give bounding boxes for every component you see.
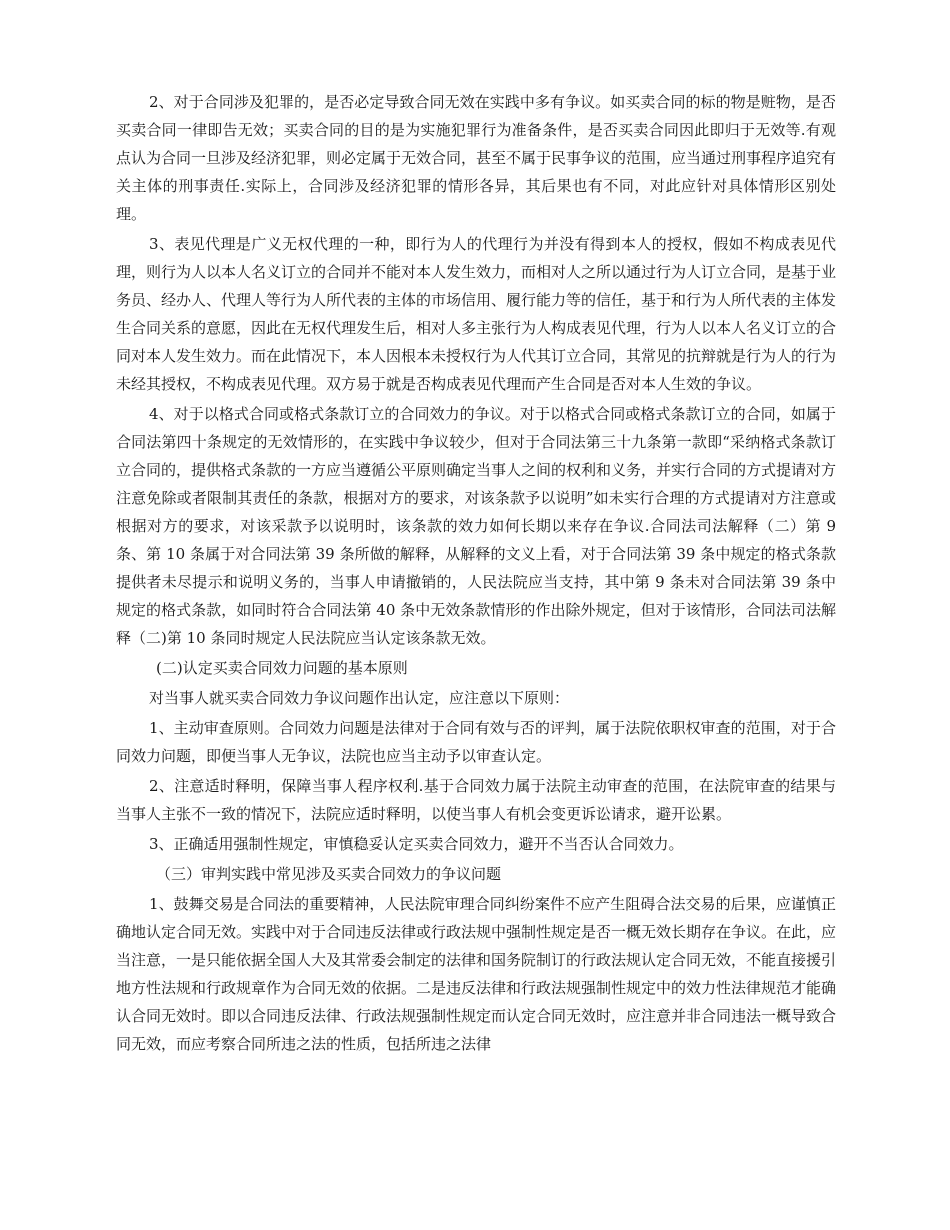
paragraph-encourage-trade: 1、鼓舞交易是合同法的重要精神，人民法院审理合同纠纷案件不应产生阻碍合法交易的后果，应谨慎正确地认定合同无效。实践中对于合同违反法律或行政法规中强制性规定是否一概无效长期存在争议。在此，应当注意，一是只能依据全国人大及其常委会制定的法律和国务院制订的行政法规认定合同无效，不能直接援引地方性法规和行政规章作为合同无效的依据。二是违反法律和行政法规强制性规定中的效力性法律规范才能确认合同无效时。即以合同违反法律、行政法规强制性规定而认定合同无效时，应注意并非合同违法一概导致合同无效，而应考察合同所违之法的性质，包括所违之法律 [116, 895, 837, 1053]
paragraph-principles-intro: 对当事人就买卖合同效力争议问题作出认定，应注意以下原则： [149, 689, 570, 707]
section-heading-basic-principles: (二)认定买卖合同效力问题的基本原则 [156, 659, 408, 677]
paragraph-crime-contract: 2、对于合同涉及犯罪的，是否必定导致合同无效在实践中多有争议。如买卖合同的标的物是赃物，是否买卖合同一律即告无效；买卖合同的目的是为实施犯罪行为准备条件，是否买卖合同因此即归于无效等.有观点认为合同一旦涉及经济犯罪，则必定属于无效合同，甚至不属于民事争议的范围，应当通过刑事程序追究有关主体的刑事责任.实际上，合同涉及经济犯罪的情形各异，其后果也有不同，对此应针对具体情形区别处理。 [116, 93, 837, 223]
document-page [116, 88, 836, 1060]
paragraph-standard-terms: 4、对于以格式合同或格式条款订立的合同效力的争议。对于以格式合同或格式条款订立的合同，如属于合同法第四十条规定的无效情形的，在实践中争议较少，但对于合同法第三十九条第一款即“采纳格式条款订立合同的，提供格式条款的一方应当遵循公平原则确定当事人之间的权利和义务，并实行合同的方式提请对方注意免除或者限制其责任的条款，根据对方的要求，对该条款予以说明”如未实行合理的方式提请对方注意或根据对方的要求，对该采款予以说明时，该条款的效力如何长期以来存在争议.合同法司法解释（二）第 9 条、第 10 条属于对合同法第 39 条所做的解释，从解释的文义上看，对于合同法第 39 条中规定的格式条款提供者未尽提示和说明义务的，当事人申请撤销的，人民法院应当支持，其中第 9 条未对合同法第 39 条中规定的格式条款，如同时符合合同法第 40 条中无效条款情形的作出除外规定，但对于该情形，合同法司法解释（二)第 10 条同时规定人民法院应当认定该条款无效。 [116, 405, 837, 647]
paragraph-principle-explanation: 2、注意适时释明，保障当事人程序权利.基于合同效力属于法院主动审查的范围，在法院审查的结果与当事人主张不一致的情况下，法院应适时释明，以使当事人有机会变更诉讼请求，避开讼累。 [116, 777, 836, 823]
paragraph-apparent-agency: 3、表见代理是广义无权代理的一种，即行为人的代理行为并没有得到本人的授权，假如不构成表见代理，则行为人以本人名义订立的合同并不能对本人发生效力，而相对人之所以通过行为人订立合同，是基于业务员、经办人、代理人等行为人所代表的主体的市场信用、履行能力等的信任，基于和行为人所代表的主体发生合同关系的意愿，因此在无权代理发生后，相对人多主张行为人构成表见代理，行为人以本人名义订立的合同对本人发生效力。而在此情况下，本人因根本未授权行为人代其订立合同，其常见的抗辩就是行为人的行为未经其授权，不构成表见代理。双方易于就是否构成表见代理而产生合同是否对本人生效的争议。 [116, 235, 837, 393]
paragraph-principle-mandatory-rules: 3、正确适用强制性规定，审慎稳妥认定买卖合同效力，避开不当否认合同效力。 [149, 835, 684, 853]
paragraph-principle-active-review: 1、主动审查原则。合同效力问题是法律对于合同有效与否的评判，属于法院依职权审查的范围，对于合同效力问题，即便当事人无争议，法院也应当主动予以审查认定。 [116, 719, 836, 765]
section-heading-common-disputes: （三）审判实践中常见涉及买卖合同效力的争议问题 [156, 865, 502, 883]
